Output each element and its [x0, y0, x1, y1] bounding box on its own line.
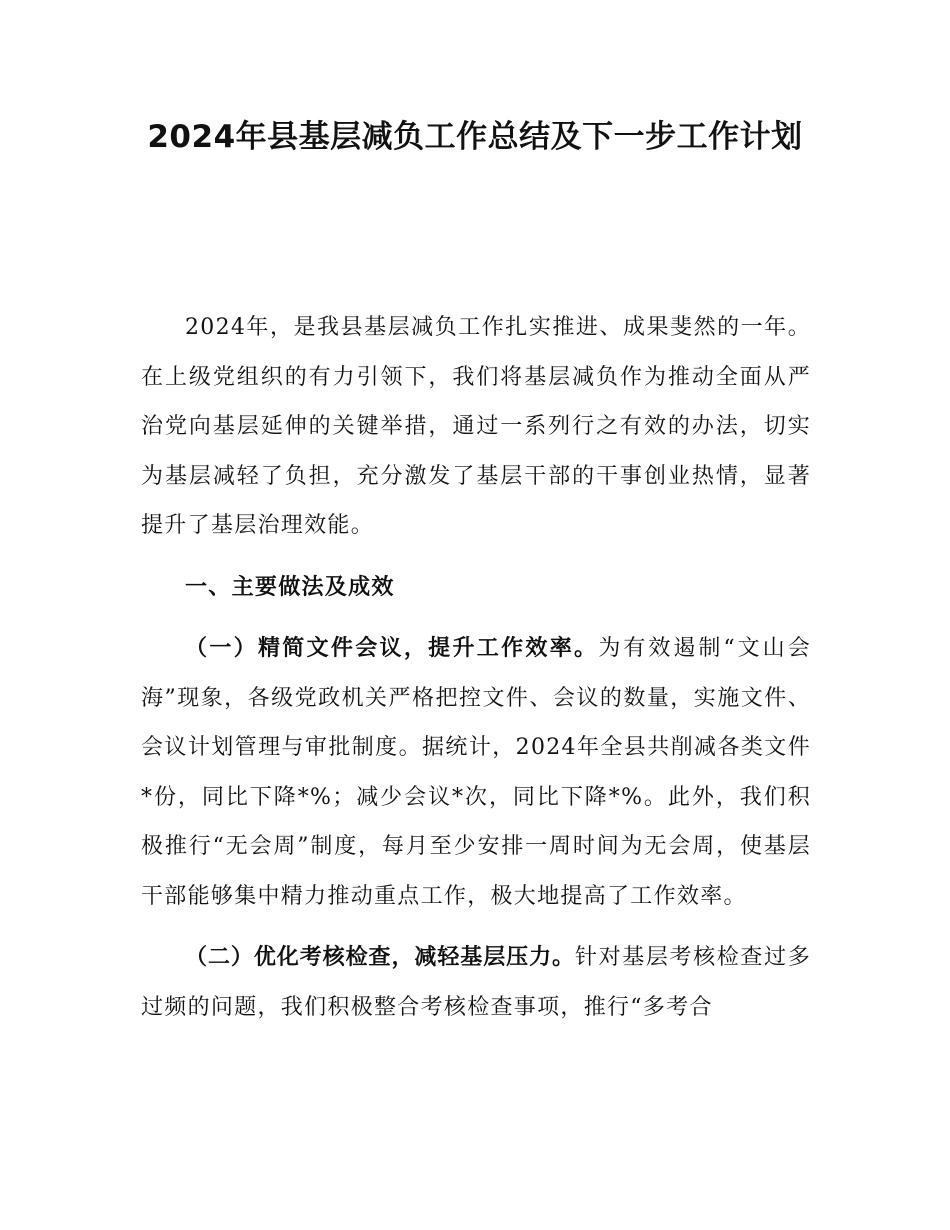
- document-title: 2024年县基层减负工作总结及下一步工作计划: [147, 119, 803, 155]
- paragraph-text-2: 针对基层考核检查过多过频的问题，我们积极整合考核检查事项，推行“多考合: [141, 945, 811, 1020]
- paragraph-lead-1: （一）精简文件会议，提升工作效率。: [185, 636, 599, 661]
- section-heading: 一、主要做法及成效: [185, 574, 395, 600]
- paragraph-lead-2: （二）优化考核检查，减轻基层压力。: [185, 945, 575, 970]
- paragraph-text-1: 为有效遏制“文山会海”现象，各级党政机关严格把控文件、会议的数量，实施文件、会议计划管理与审批制度。据统计，2024年全县共削减各类文件*份，同比下降*%；减少会议*次，同比下降*%。此外，我们积极推行“无会周”制度，每月至少安排一周时间为无会周，使基层干部能够集中精力推动重点工作，极大地提高了工作效率。: [141, 636, 812, 909]
- section-paragraph-1: [141, 624, 811, 921]
- intro-paragraph: 2024年，是我县基层减负工作扎实推进、成果斐然的一年。在上级党组织的有力引领下，我们将基层减负作为推动全面从严治党向基层延伸的关键举措，通过一系列行之有效的办法，切实为基层减轻了负担，充分激发了基层干部的干事创业热情，显著提升了基层治理效能。: [141, 315, 811, 538]
- section-paragraph-2: [141, 933, 811, 1032]
- document-body: [141, 303, 811, 1032]
